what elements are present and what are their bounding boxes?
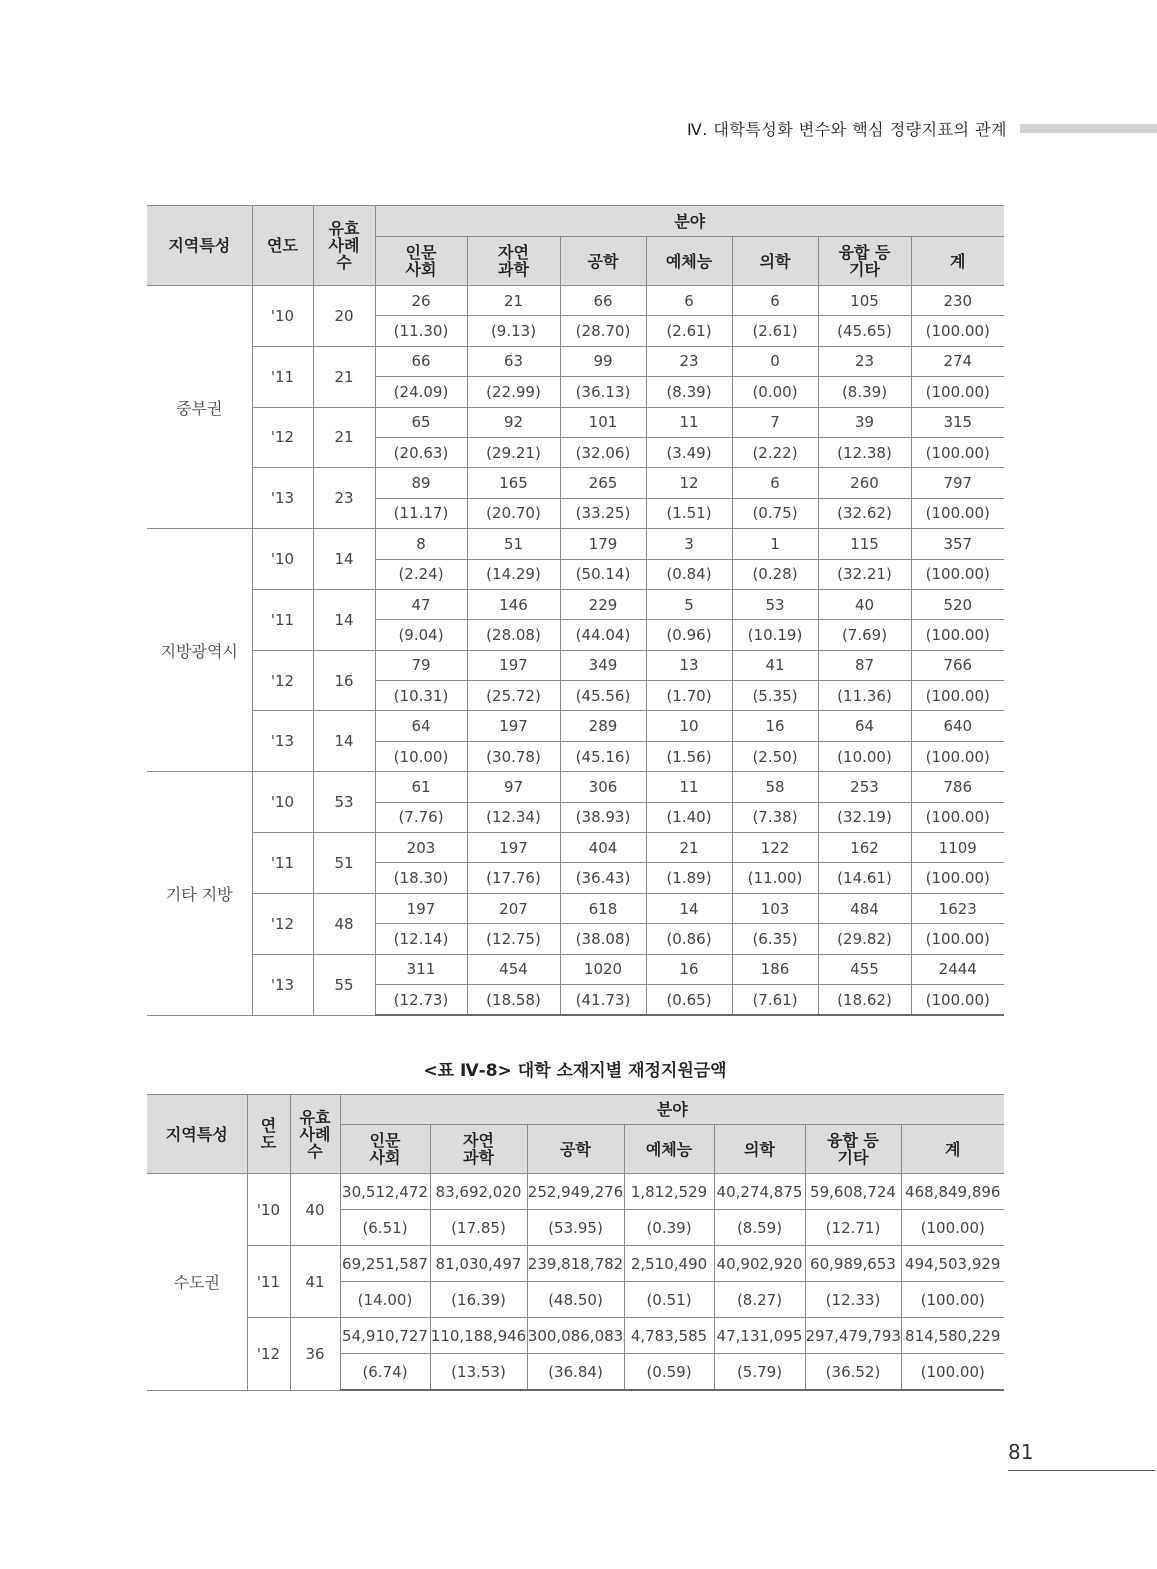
table-row-count: [147, 1318, 1004, 1354]
header-col-5: 융합 등 기타: [818, 237, 911, 286]
count-cell: 640: [911, 711, 1004, 741]
percent-cell: (2.61): [732, 316, 818, 346]
percent-cell: (38.08): [560, 924, 646, 954]
percent-cell: (28.70): [560, 316, 646, 346]
percent-cell: (100.00): [911, 498, 1004, 528]
percent-cell: (28.08): [467, 620, 560, 650]
count-cell: 66: [375, 346, 467, 376]
header-region: 지역특성: [147, 1095, 247, 1174]
percent-cell: (13.53): [430, 1354, 527, 1391]
percent-cell: (38.93): [560, 802, 646, 832]
count-cell: 618: [560, 893, 646, 923]
percent-cell: (36.43): [560, 863, 646, 893]
percent-cell: (6.51): [340, 1210, 430, 1246]
header-region: 지역특성: [147, 206, 252, 286]
count-cell: 797: [911, 468, 1004, 498]
table-row-count: [147, 711, 1004, 741]
header-decoration-bar: [1020, 124, 1157, 133]
percent-cell: (17.85): [430, 1210, 527, 1246]
count-cell: 101: [560, 407, 646, 437]
count-cell: 455: [818, 954, 911, 984]
percent-cell: (12.14): [375, 924, 467, 954]
percent-cell: (12.34): [467, 802, 560, 832]
year-cell: '13: [252, 711, 313, 772]
count-cell: 6: [732, 286, 818, 316]
count-cell: 179: [560, 529, 646, 559]
percent-cell: (33.25): [560, 498, 646, 528]
count-cell: 54,910,727: [340, 1318, 430, 1354]
percent-cell: (5.79): [714, 1354, 805, 1391]
table-row-count: [147, 650, 1004, 680]
year-cell: '11: [252, 589, 313, 650]
header-col-3: 예체능: [624, 1125, 714, 1174]
count-cell: 186: [732, 954, 818, 984]
count-cell: 51: [467, 529, 560, 559]
percent-cell: (0.75): [732, 498, 818, 528]
count-cell: 103: [732, 893, 818, 923]
header-cases: 유효 사례 수: [313, 206, 375, 286]
percent-cell: (18.62): [818, 984, 911, 1015]
table-row-count: [147, 893, 1004, 923]
percent-cell: (100.00): [901, 1282, 1004, 1318]
header-row: [147, 206, 1004, 237]
count-cell: 92: [467, 407, 560, 437]
cases-cell: 20: [313, 286, 375, 347]
count-cell: 83,692,020: [430, 1174, 527, 1210]
percent-cell: (32.21): [818, 559, 911, 589]
header-col-2: 공학: [560, 237, 646, 286]
percent-cell: (0.39): [624, 1210, 714, 1246]
count-cell: 454: [467, 954, 560, 984]
count-cell: 64: [818, 711, 911, 741]
percent-cell: (100.00): [911, 377, 1004, 407]
count-cell: 253: [818, 772, 911, 802]
count-cell: 65: [375, 407, 467, 437]
count-cell: 21: [467, 286, 560, 316]
count-cell: 63: [467, 346, 560, 376]
count-cell: 16: [646, 954, 732, 984]
table-row-count: [147, 407, 1004, 437]
percent-cell: (5.35): [732, 681, 818, 711]
count-cell: 1623: [911, 893, 1004, 923]
percent-cell: (53.95): [527, 1210, 624, 1246]
count-cell: 6: [646, 286, 732, 316]
percent-cell: (24.09): [375, 377, 467, 407]
percent-cell: (0.86): [646, 924, 732, 954]
percent-cell: (12.33): [805, 1282, 901, 1318]
count-cell: 252,949,276: [527, 1174, 624, 1210]
year-cell: '11: [252, 833, 313, 894]
table-row-count: [147, 589, 1004, 619]
year-cell: '11: [247, 1246, 290, 1318]
count-cell: 39: [818, 407, 911, 437]
count-cell: 89: [375, 468, 467, 498]
percent-cell: (2.22): [732, 437, 818, 467]
percent-cell: (6.74): [340, 1354, 430, 1391]
percent-cell: (8.39): [646, 377, 732, 407]
percent-cell: (14.00): [340, 1282, 430, 1318]
percent-cell: (100.00): [911, 924, 1004, 954]
percent-cell: (1.70): [646, 681, 732, 711]
percent-cell: (0.84): [646, 559, 732, 589]
count-cell: 203: [375, 833, 467, 863]
percent-cell: (18.58): [467, 984, 560, 1015]
count-cell: 110,188,946: [430, 1318, 527, 1354]
table-row-count: [147, 1246, 1004, 1282]
percent-cell: (0.96): [646, 620, 732, 650]
percent-cell: (32.62): [818, 498, 911, 528]
percent-cell: (9.04): [375, 620, 467, 650]
percent-cell: (0.51): [624, 1282, 714, 1318]
percent-cell: (10.19): [732, 620, 818, 650]
cases-cell: 14: [313, 711, 375, 772]
year-cell: '10: [252, 286, 313, 347]
count-cell: 97: [467, 772, 560, 802]
percent-cell: (1.56): [646, 741, 732, 771]
year-cell: '13: [252, 468, 313, 529]
count-cell: 306: [560, 772, 646, 802]
year-cell: '10: [252, 529, 313, 590]
header-col-4: 의학: [714, 1125, 805, 1174]
count-cell: 4,783,585: [624, 1318, 714, 1354]
count-cell: 260: [818, 468, 911, 498]
count-cell: 81,030,497: [430, 1246, 527, 1282]
count-cell: 40,274,875: [714, 1174, 805, 1210]
percent-cell: (100.00): [911, 802, 1004, 832]
percent-cell: (20.63): [375, 437, 467, 467]
header-col-6: 계: [901, 1125, 1004, 1174]
count-cell: 357: [911, 529, 1004, 559]
cases-cell: 14: [313, 529, 375, 590]
percent-cell: (2.61): [646, 316, 732, 346]
percent-cell: (16.39): [430, 1282, 527, 1318]
count-cell: 47,131,095: [714, 1318, 805, 1354]
header-field: 분야: [340, 1095, 1004, 1125]
table-caption: <표 Ⅳ-8> 대학 소재지별 재정지원금액: [423, 1061, 727, 1081]
count-cell: 40,902,920: [714, 1246, 805, 1282]
cases-cell: 41: [290, 1246, 340, 1318]
percent-cell: (0.00): [732, 377, 818, 407]
count-cell: 197: [467, 833, 560, 863]
percent-cell: (11.00): [732, 863, 818, 893]
count-cell: 10: [646, 711, 732, 741]
cases-cell: 36: [290, 1318, 340, 1391]
table-row-count: [147, 346, 1004, 376]
count-cell: 60,989,653: [805, 1246, 901, 1282]
percent-cell: (22.99): [467, 377, 560, 407]
count-cell: 165: [467, 468, 560, 498]
header-col-0: 인문 사회: [375, 237, 467, 286]
percent-cell: (36.84): [527, 1354, 624, 1391]
percent-cell: (7.38): [732, 802, 818, 832]
count-cell: 23: [646, 346, 732, 376]
count-cell: 197: [467, 650, 560, 680]
count-cell: 6: [732, 468, 818, 498]
percent-cell: (11.36): [818, 681, 911, 711]
percent-cell: (100.00): [911, 316, 1004, 346]
count-cell: 26: [375, 286, 467, 316]
table-row-count: [147, 954, 1004, 984]
header-col-1: 자연 과학: [467, 237, 560, 286]
cases-cell: 21: [313, 346, 375, 407]
header-field: 분야: [375, 206, 1004, 237]
header-cases: 유효 사례 수: [290, 1095, 340, 1174]
count-cell: 2444: [911, 954, 1004, 984]
count-cell: 315: [911, 407, 1004, 437]
year-cell: '10: [247, 1174, 290, 1246]
region-funding-table: [147, 1094, 1004, 1391]
percent-cell: (11.30): [375, 316, 467, 346]
header-year: 연도: [252, 206, 313, 286]
count-cell: 468,849,896: [901, 1174, 1004, 1210]
count-cell: 162: [818, 833, 911, 863]
count-cell: 40: [818, 589, 911, 619]
percent-cell: (100.00): [911, 559, 1004, 589]
percent-cell: (10.00): [375, 741, 467, 771]
count-cell: 79: [375, 650, 467, 680]
count-cell: 230: [911, 286, 1004, 316]
region-cell: 중부권: [147, 286, 252, 529]
count-cell: 58: [732, 772, 818, 802]
count-cell: 66: [560, 286, 646, 316]
count-cell: 229: [560, 589, 646, 619]
table-row-count: [147, 529, 1004, 559]
count-cell: 404: [560, 833, 646, 863]
percent-cell: (7.69): [818, 620, 911, 650]
table-row-count: [147, 1174, 1004, 1210]
percent-cell: (20.70): [467, 498, 560, 528]
percent-cell: (9.13): [467, 316, 560, 346]
count-cell: 1: [732, 529, 818, 559]
header-col-1: 자연 과학: [430, 1125, 527, 1174]
table-row-count: [147, 286, 1004, 316]
percent-cell: (100.00): [911, 620, 1004, 650]
percent-cell: (18.30): [375, 863, 467, 893]
percent-cell: (100.00): [911, 863, 1004, 893]
percent-cell: (25.72): [467, 681, 560, 711]
percent-cell: (12.75): [467, 924, 560, 954]
count-cell: 239,818,782: [527, 1246, 624, 1282]
header-col-3: 예체능: [646, 237, 732, 286]
page-number-rule: [1008, 1470, 1155, 1471]
count-cell: 207: [467, 893, 560, 923]
count-cell: 289: [560, 711, 646, 741]
percent-cell: (29.82): [818, 924, 911, 954]
percent-cell: (2.24): [375, 559, 467, 589]
percent-cell: (100.00): [911, 681, 1004, 711]
percent-cell: (8.27): [714, 1282, 805, 1318]
count-cell: 2,510,490: [624, 1246, 714, 1282]
count-cell: 122: [732, 833, 818, 863]
count-cell: 59,608,724: [805, 1174, 901, 1210]
count-cell: 21: [646, 833, 732, 863]
cases-cell: 55: [313, 954, 375, 1015]
percent-cell: (12.71): [805, 1210, 901, 1246]
count-cell: 349: [560, 650, 646, 680]
percent-cell: (45.56): [560, 681, 646, 711]
count-cell: 3: [646, 529, 732, 559]
count-cell: 5: [646, 589, 732, 619]
count-cell: 265: [560, 468, 646, 498]
percent-cell: (11.17): [375, 498, 467, 528]
percent-cell: (1.40): [646, 802, 732, 832]
region-cell: 지방광역시: [147, 529, 252, 772]
count-cell: 11: [646, 407, 732, 437]
count-cell: 1020: [560, 954, 646, 984]
count-cell: 0: [732, 346, 818, 376]
percent-cell: (0.28): [732, 559, 818, 589]
cases-cell: 16: [313, 650, 375, 711]
region-cell: 수도권: [147, 1174, 247, 1391]
cases-cell: 40: [290, 1174, 340, 1246]
count-cell: 64: [375, 711, 467, 741]
count-cell: 786: [911, 772, 1004, 802]
percent-cell: (36.13): [560, 377, 646, 407]
header-row: [147, 1095, 1004, 1125]
percent-cell: (32.19): [818, 802, 911, 832]
percent-cell: (6.35): [732, 924, 818, 954]
percent-cell: (45.16): [560, 741, 646, 771]
percent-cell: (7.61): [732, 984, 818, 1015]
cases-cell: 23: [313, 468, 375, 529]
header-col-5: 융합 등 기타: [805, 1125, 901, 1174]
cases-cell: 14: [313, 589, 375, 650]
count-cell: 197: [375, 893, 467, 923]
count-cell: 61: [375, 772, 467, 802]
percent-cell: (7.76): [375, 802, 467, 832]
percent-cell: (8.59): [714, 1210, 805, 1246]
year-cell: '12: [252, 650, 313, 711]
count-cell: 484: [818, 893, 911, 923]
percent-cell: (2.50): [732, 741, 818, 771]
count-cell: 494,503,929: [901, 1246, 1004, 1282]
percent-cell: (12.38): [818, 437, 911, 467]
percent-cell: (17.76): [467, 863, 560, 893]
running-head: Ⅳ. 대학특성화 변수와 핵심 정량지표의 관계: [686, 120, 1007, 139]
header-col-0: 인문 사회: [340, 1125, 430, 1174]
table-row-count: [147, 833, 1004, 863]
count-cell: 115: [818, 529, 911, 559]
percent-cell: (100.00): [901, 1210, 1004, 1246]
year-cell: '12: [247, 1318, 290, 1391]
count-cell: 99: [560, 346, 646, 376]
percent-cell: (100.00): [911, 741, 1004, 771]
count-cell: 1109: [911, 833, 1004, 863]
year-cell: '12: [252, 893, 313, 954]
percent-cell: (0.59): [624, 1354, 714, 1391]
year-cell: '12: [252, 407, 313, 468]
count-cell: 297,479,793: [805, 1318, 901, 1354]
percent-cell: (48.50): [527, 1282, 624, 1318]
percent-cell: (0.65): [646, 984, 732, 1015]
table-row-count: [147, 468, 1004, 498]
count-cell: 7: [732, 407, 818, 437]
percent-cell: (32.06): [560, 437, 646, 467]
header-year: 연 도: [247, 1095, 290, 1174]
count-cell: 14: [646, 893, 732, 923]
header-col-6: 계: [911, 237, 1004, 286]
percent-cell: (100.00): [911, 984, 1004, 1015]
percent-cell: (10.00): [818, 741, 911, 771]
count-cell: 47: [375, 589, 467, 619]
count-cell: 1,812,529: [624, 1174, 714, 1210]
count-cell: 12: [646, 468, 732, 498]
percent-cell: (41.73): [560, 984, 646, 1015]
count-cell: 311: [375, 954, 467, 984]
percent-cell: (100.00): [911, 437, 1004, 467]
percent-cell: (36.52): [805, 1354, 901, 1391]
count-cell: 69,251,587: [340, 1246, 430, 1282]
cases-cell: 21: [313, 407, 375, 468]
count-cell: 23: [818, 346, 911, 376]
cases-cell: 53: [313, 772, 375, 833]
count-cell: 814,580,229: [901, 1318, 1004, 1354]
count-cell: 300,086,083: [527, 1318, 624, 1354]
percent-cell: (100.00): [901, 1354, 1004, 1391]
count-cell: 766: [911, 650, 1004, 680]
percent-cell: (8.39): [818, 377, 911, 407]
count-cell: 41: [732, 650, 818, 680]
count-cell: 53: [732, 589, 818, 619]
region-cell: 기타 지방: [147, 772, 252, 1016]
count-cell: 520: [911, 589, 1004, 619]
percent-cell: (12.73): [375, 984, 467, 1015]
year-cell: '11: [252, 346, 313, 407]
count-cell: 274: [911, 346, 1004, 376]
count-cell: 16: [732, 711, 818, 741]
count-cell: 8: [375, 529, 467, 559]
percent-cell: (44.04): [560, 620, 646, 650]
count-cell: 146: [467, 589, 560, 619]
count-cell: 13: [646, 650, 732, 680]
percent-cell: (45.65): [818, 316, 911, 346]
percent-cell: (1.51): [646, 498, 732, 528]
percent-cell: (3.49): [646, 437, 732, 467]
count-cell: 87: [818, 650, 911, 680]
percent-cell: (29.21): [467, 437, 560, 467]
percent-cell: (14.61): [818, 863, 911, 893]
cases-cell: 48: [313, 893, 375, 954]
percent-cell: (30.78): [467, 741, 560, 771]
region-field-count-table: [147, 205, 1004, 1016]
percent-cell: (14.29): [467, 559, 560, 589]
year-cell: '10: [252, 772, 313, 833]
percent-cell: (1.89): [646, 863, 732, 893]
table-row-count: [147, 772, 1004, 802]
percent-cell: (50.14): [560, 559, 646, 589]
count-cell: 11: [646, 772, 732, 802]
cases-cell: 51: [313, 833, 375, 894]
percent-cell: (10.31): [375, 681, 467, 711]
header-col-4: 의학: [732, 237, 818, 286]
header-col-2: 공학: [527, 1125, 624, 1174]
year-cell: '13: [252, 954, 313, 1015]
count-cell: 30,512,472: [340, 1174, 430, 1210]
count-cell: 105: [818, 286, 911, 316]
page-number: 81: [1008, 1440, 1034, 1464]
count-cell: 197: [467, 711, 560, 741]
